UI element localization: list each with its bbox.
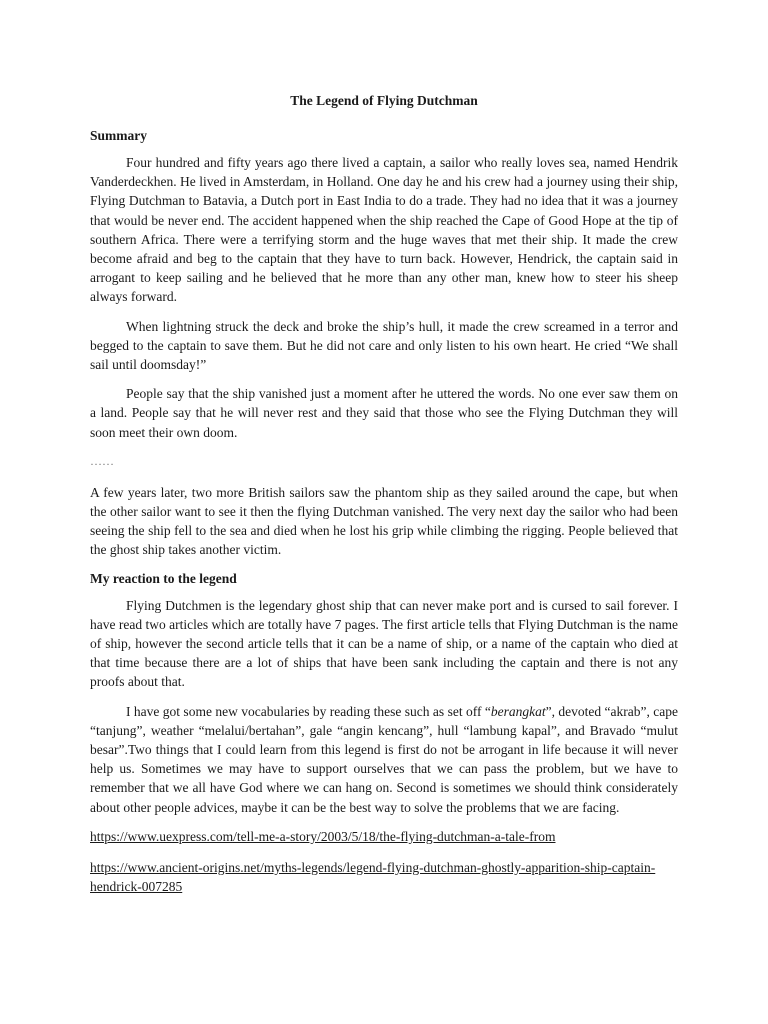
reaction-paragraph-2-italic-word: berangkat: [490, 703, 546, 719]
reaction-paragraph-2: [90, 702, 678, 817]
summary-heading: Summary: [90, 128, 147, 143]
ellipsis-separator: ……: [90, 453, 114, 468]
reaction-paragraph-1: Flying Dutchmen is the legendary ghost ship that can never make port and is cursed to sail forever. I have read two articles which are totally have 7 pages. The first article tells that Flying Dutchman is the name of ship, however the second article tells that it can be a name of ship, or a name of the captain who died at that time because there are a lot of ships that have been sank including the captain and there is not any proofs about that.: [90, 597, 678, 690]
reference-link-2[interactable]: https://www.ancient-origins.net/myths-legends/legend-flying-dutchman-ghostly-apparition-ship-captain-hendrick-007285: [90, 859, 656, 894]
reference-link-1[interactable]: https://www.uexpress.com/tell-me-a-story/2003/5/18/the-flying-dutchman-a-tale-from: [90, 828, 556, 844]
summary-paragraph-1: Four hundred and fifty years ago there lived a captain, a sailor who really loves sea, named Hendrik Vanderdeckhen. He lived in Amsterdam, in Holland. One day he and his crew had a journey using their ship, Flying Dutchman to Batavia, a Dutch port in East India to do a trade. They had no idea that it was a journey that would be never end. The accident happened when the ship reached the Cape of Good Hope at the tip of southern Africa. There were a terrifying storm and the huge waves that met their ship. It made the crew become afraid and beg to the captain that they have to turn back. However, Hendrick, the captain said in arrogant to keep sailing and he believed that he more than any other man, knew how to steer his sheep always forward.: [90, 155, 678, 305]
later-paragraph: A few years later, two more British sailors saw the phantom ship as they sailed around the cape, but when the other sailor want to see it then the flying Dutchman vanished. The very next day the sailor who had been seeing the ship fell to the sea and died when he lost his grip while climbing the rigging. People believed that the ghost ship takes another victim.: [90, 484, 678, 558]
summary-paragraph-3: People say that the ship vanished just a moment after he uttered the words. No one ever saw them on a land. People say that he will never rest and they said that those who see the Flying Dutchman they will soon meet their own doom.: [90, 386, 678, 440]
summary-paragraph-2: When lightning struck the deck and broke the ship’s hull, it made the crew screamed in a terror and begged to the captain to save them. But he did not care and only listen to his own heart. He cried “We shall sail until doomsday!”: [90, 318, 678, 373]
reaction-paragraph-2-part-2: ”, devoted “akrab”, cape “tanjung”, weather “melalui/bertahan”, gale “angin kencang”, hull “lambung kapal”, and Bravado “mulut besar”.Two things that I could learn from this legend is first do not be arrogant in life because it will never help us. Sometimes we may have to support ourselves that we can pass the problem, but we have to remember that we all have God where we can hang on. Second is sometimes we should think considerately about other people advices, maybe it can be the best way to solve the problems that we are facing.: [90, 703, 678, 815]
reaction-heading: My reaction to the legend: [90, 570, 237, 586]
reaction-paragraph-2-part-1: I have got some new vocabularies by reading these such as set off “: [126, 703, 491, 719]
document-title: The Legend of Flying Dutchman: [290, 93, 478, 108]
